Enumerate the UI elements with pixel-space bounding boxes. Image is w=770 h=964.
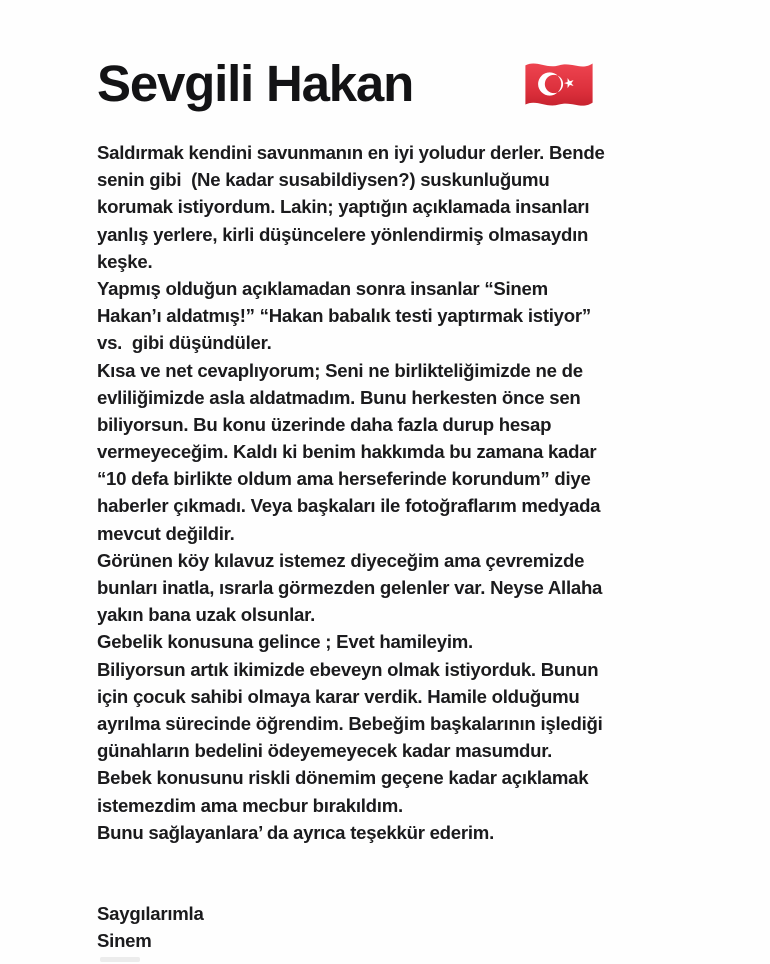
- letter-line: [97, 873, 717, 900]
- letter-line: Sinem: [97, 930, 152, 952]
- letter-line: haberler çıkmadı. Veya başkaları ile fotoğraflarım medyada: [97, 495, 601, 517]
- letter-body: [97, 139, 717, 955]
- letter-line: biliyorsun. Bu konu üzerinde daha fazla durup hesap: [97, 413, 552, 435]
- letter-line: Kısa ve net cevaplıyorum; Seni ne birlikteliğimizde ne de: [97, 359, 583, 381]
- letter-line: ayrılma sürecinde öğrendim. Bebeğim başkalarının işlediği: [97, 712, 603, 734]
- letter-line: evliliğimizde asla aldatmadım. Bunu herkesten önce sen: [97, 386, 581, 408]
- letter-line: Yapmış olduğun açıklamadan sonra insanlar “Sinem: [97, 277, 548, 299]
- letter-line: istemezdim ama mecbur bırakıldım.: [97, 794, 403, 816]
- letter-line: Saygılarımla: [97, 903, 204, 925]
- letter-line: için çocuk sahibi olmaya karar verdik. Hamile olduğumu: [97, 685, 580, 707]
- letter-line: keşke.: [97, 250, 153, 272]
- letter-line: yanlış yerlere, kirli düşüncelere yönlendirmiş olmasaydın: [97, 223, 589, 245]
- letter-line: Biliyorsun artık ikimizde ebeveyn olmak istiyorduk. Bunun: [97, 658, 599, 680]
- turkey-flag-icon: [517, 56, 601, 112]
- letter-line: Gebelik konusuna gelince ; Evet hamileyim.: [97, 631, 473, 653]
- letter-line: senin gibi (Ne kadar susabildiysen?) suskunluğumu: [97, 169, 550, 191]
- letter-line: korumak istiyordum. Lakin; yaptığın açıklamada insanları: [97, 196, 590, 218]
- letter-line: “10 defa birlikte oldum ama herseferinde korundum” diye: [97, 468, 591, 490]
- letter-line: Görünen köy kılavuz istemez diyeceğim ama çevremizde: [97, 549, 585, 571]
- page-title: Sevgili Hakan: [97, 55, 414, 112]
- letter-header: [97, 56, 717, 112]
- letter-line: günahların bedelini ödeyemeyecek kadar masumdur.: [97, 740, 553, 762]
- letter-line: vs. gibi düşündüler.: [97, 332, 272, 354]
- letter-line: Saldırmak kendini savunmanın en iyi yoludur derler. Bende: [97, 142, 605, 163]
- letter-line: bunları inatla, ısrarla görmezden gelenler var. Neyse Allaha: [97, 577, 603, 598]
- letter-line: [97, 846, 717, 873]
- letter-line: Bunu sağlayanlara’ da ayrıca teşekkür ederim.: [97, 821, 494, 843]
- letter-line: vermeyeceğim. Kaldı ki benim hakkımda bu zamana kadar: [97, 441, 597, 463]
- cropped-text-artifact: [100, 957, 140, 962]
- letter-line: mevcut değildir.: [97, 522, 235, 544]
- letter-line: yakın bana uzak olsunlar.: [97, 604, 315, 626]
- letter-line: Hakan’ı aldatmış!” “Hakan babalık testi yaptırmak istiyor”: [97, 305, 591, 327]
- letter-line: Bebek konusunu riskli dönemim geçene kadar açıklamak: [97, 767, 589, 789]
